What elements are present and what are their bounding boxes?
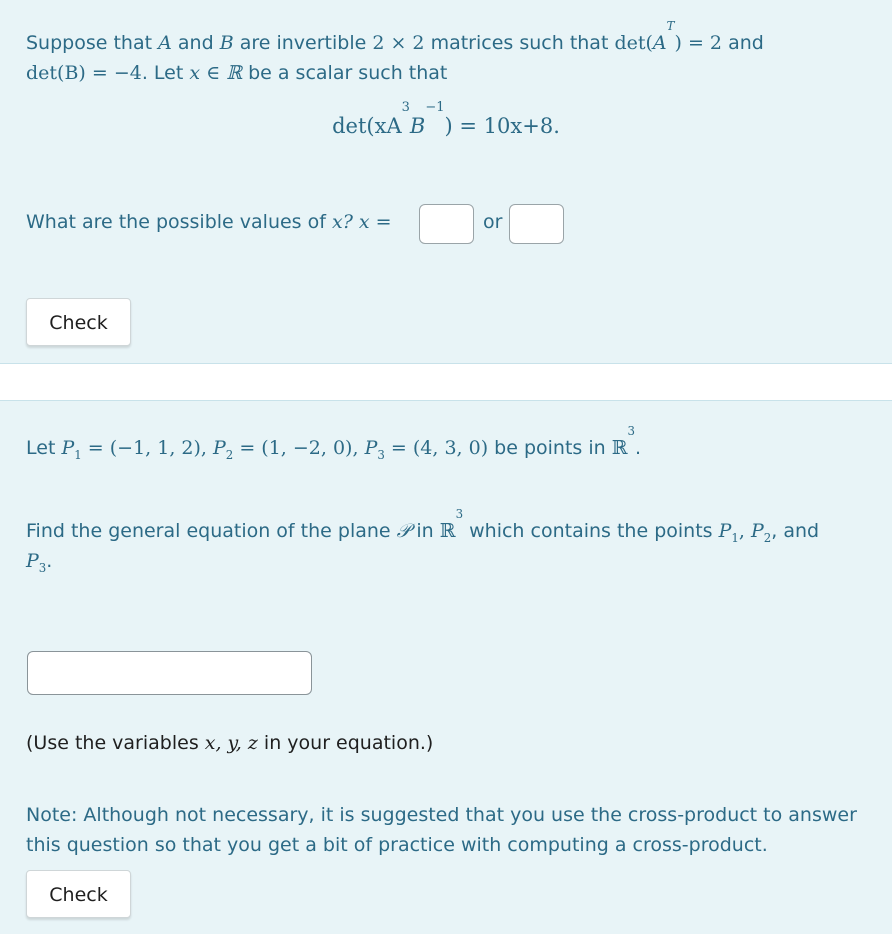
q2-text: Let	[26, 437, 56, 459]
math-x-equals: x? x =	[331, 211, 392, 233]
math-dimension: 2 × 2	[372, 32, 425, 54]
q2-text: in	[416, 520, 434, 542]
check-button-q2[interactable]: Check	[26, 870, 131, 918]
math-R3: ℝ$^3$	[611, 423, 636, 459]
check-button-q1[interactable]: Check	[26, 298, 131, 346]
math-P1-P2: $P_1$, $P_2$	[718, 520, 772, 545]
q1-text: be a scalar such that	[248, 62, 448, 84]
math-point-list: $P_1 = (-1$, 1, 2), $P_2 = (1$, −2, 0), $P_3 = (4$, 3, 0)	[61, 437, 489, 462]
question-1-prompt	[26, 207, 392, 237]
q2-text: be points in	[494, 437, 606, 459]
variables-hint: (Use the variables x, y, z in your equation.)	[26, 732, 434, 754]
question-2-panel	[0, 400, 892, 934]
q2-text: Find the general equation of the plane	[26, 520, 391, 542]
or-label: or	[483, 211, 503, 233]
answer-input-x1[interactable]	[419, 204, 474, 244]
question-1-panel	[0, 0, 892, 364]
math-x-in-R: x ∈ ℝ	[189, 62, 243, 84]
math-P3: $P_3$	[26, 550, 47, 575]
question-2-instruction	[26, 506, 868, 576]
question-1-statement	[26, 18, 868, 88]
math-A: A	[158, 32, 172, 54]
math-display-equation: $\det(xA^3B^{-1}) = 10x+8$.	[332, 100, 560, 138]
q2-text: .	[635, 437, 642, 459]
q1-text: What are the possible values of	[26, 211, 326, 233]
q1-text: Suppose that	[26, 32, 153, 54]
cross-product-note: Note: Although not necessary, it is suggested that you use the cross-product to answer this question so that you get a bit of practice with computing a cross-product.	[26, 804, 857, 856]
q1-text: . Let	[141, 62, 184, 84]
q2-text: , and	[771, 520, 820, 542]
q1-text: and	[728, 32, 764, 54]
math-plane-P: 𝒫	[396, 520, 411, 542]
q2-text: which contains the points	[469, 520, 713, 542]
math-B: B	[219, 32, 234, 54]
q1-text: and	[177, 32, 214, 54]
q1-text: are invertible	[239, 32, 367, 54]
q1-text: matrices such that	[430, 32, 609, 54]
question-2-points-statement	[26, 423, 868, 463]
q2-text: .	[46, 550, 53, 572]
math-det-AT: $\det(A^T) = 2$	[614, 18, 723, 54]
math-det-B: det(B) = −4	[26, 62, 142, 84]
answer-input-x2[interactable]	[509, 204, 564, 244]
plane-equation-input[interactable]	[27, 651, 312, 695]
math-R3: ℝ$^3$	[439, 506, 464, 542]
